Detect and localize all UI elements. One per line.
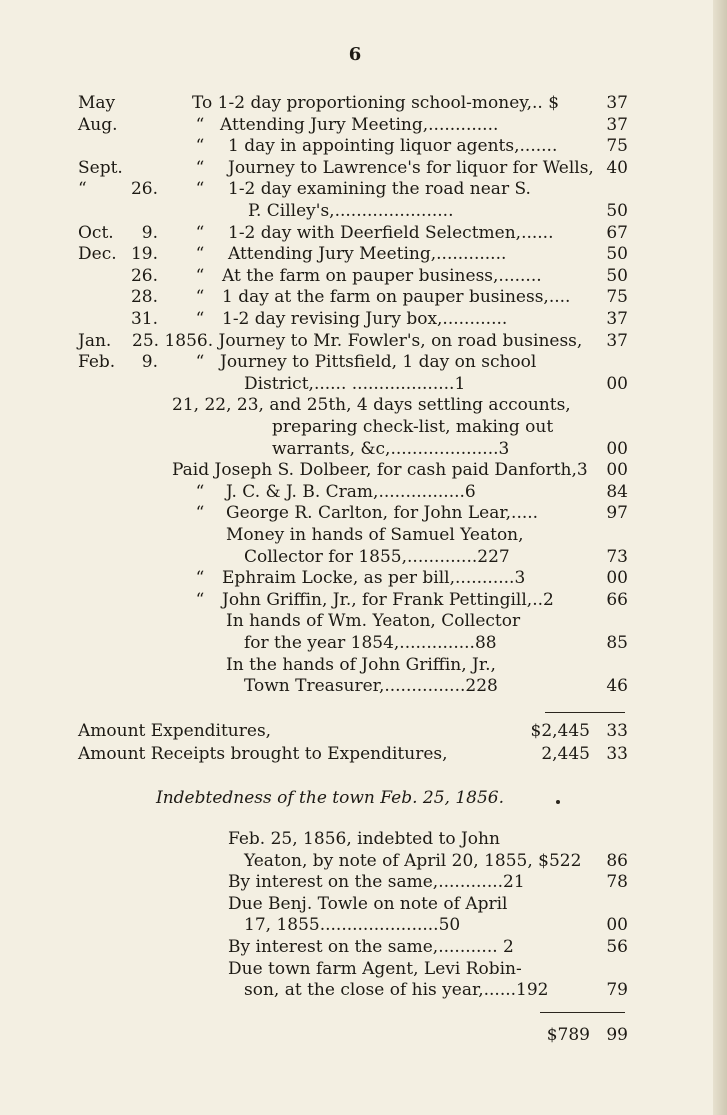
debt-row xyxy=(0,936,640,958)
entry-description: P. Cilley's,...................... xyxy=(248,201,454,221)
entry-amount: 00 xyxy=(606,568,628,589)
entry-amount: 75 xyxy=(606,136,628,157)
debt-description: Due Benj. Towle on note of April xyxy=(228,893,508,914)
entry-description: 1-2 day examining the road near S. xyxy=(228,179,531,200)
entry-description: In the hands of John Griffin, Jr., xyxy=(226,654,496,675)
entry-amount: 50 xyxy=(606,265,628,286)
debt-description: Feb. 25, 1856, indebted to John xyxy=(228,829,500,849)
total-cents: 33 xyxy=(606,721,628,741)
entry-description: 21, 22, 23, and 25th, 4 days settling accounts, xyxy=(172,395,571,416)
entry-amount: 67 xyxy=(606,222,628,243)
indebtedness-heading: Indebtedness of the town Feb. 25, 1856. xyxy=(156,788,504,808)
entry-description: Ephraim Locke, as per bill,...........3 xyxy=(222,568,526,589)
expense-row xyxy=(0,200,640,222)
entry-description: Journey to Pittsfield, 1 day on school xyxy=(220,352,537,373)
entry-amount: 37 xyxy=(606,93,628,113)
entry-description: J. C. & J. B. Cram,................6 xyxy=(226,481,476,502)
page-number: 6 xyxy=(348,44,362,65)
ditto-mark: “ xyxy=(195,481,205,502)
expense-row xyxy=(0,330,640,352)
entry-description: Paid Joseph S. Dolbeer, for cash paid Danforth,3 xyxy=(172,460,588,481)
entry-amount: 00 xyxy=(606,373,628,394)
debt-amount: 86 xyxy=(606,850,628,871)
entry-amount: 00 xyxy=(606,460,628,481)
expense-row xyxy=(0,222,640,244)
expense-row xyxy=(0,265,640,287)
ditto-mark: “ xyxy=(195,179,205,200)
entry-month: “ xyxy=(78,179,87,200)
debt-amount: 78 xyxy=(606,872,628,893)
entry-month: Aug. xyxy=(78,114,118,135)
entry-description: for the year 1854,..............88 xyxy=(244,633,497,653)
entry-day: 26. xyxy=(130,265,158,286)
expense-row xyxy=(0,546,640,568)
expense-row xyxy=(0,114,640,136)
entry-day: 19. xyxy=(130,244,158,265)
debt-row xyxy=(0,850,640,872)
entry-description: Attending Jury Meeting,............. xyxy=(228,244,507,265)
expense-row xyxy=(0,243,640,265)
entry-description: warrants, &c,....................3 xyxy=(272,438,510,459)
ditto-mark: “ xyxy=(195,589,205,610)
expense-row xyxy=(0,459,640,481)
entry-description: 1-2 day with Deerfield Selectmen,...... xyxy=(228,222,554,243)
grand-total-rule xyxy=(540,1012,625,1013)
expense-row xyxy=(0,92,640,114)
page-edge xyxy=(713,0,727,1115)
expense-row xyxy=(0,416,640,438)
entry-month: Dec. xyxy=(78,244,117,265)
debt-row xyxy=(0,871,640,893)
debt-row xyxy=(0,958,640,980)
debt-amount: 79 xyxy=(606,980,628,1001)
entry-description: George R. Carlton, for John Lear,..... xyxy=(226,503,539,524)
entry-description: Collector for 1855,.............227 xyxy=(244,546,510,567)
total-label: Amount Receipts brought to Expenditures, xyxy=(78,744,448,764)
expense-row xyxy=(0,157,640,179)
entry-month: Feb. xyxy=(78,352,116,373)
entry-month: Jan. xyxy=(78,330,112,351)
grand-total-row xyxy=(0,1024,640,1046)
entry-description: To 1-2 day proportioning school-money,.. $ xyxy=(192,93,560,113)
entry-amount: 50 xyxy=(606,244,628,265)
expense-row xyxy=(0,524,640,546)
ditto-mark: “ xyxy=(195,503,205,524)
ditto-mark: “ xyxy=(195,352,205,373)
entry-amount: 85 xyxy=(606,633,628,653)
entry-amount: 97 xyxy=(606,503,628,524)
total-dollars: 2,445 xyxy=(541,744,590,764)
entry-day: 28. xyxy=(130,287,158,308)
totals-rule xyxy=(545,712,625,713)
entry-amount: 37 xyxy=(606,114,628,135)
expense-row xyxy=(0,178,640,200)
entry-month: May xyxy=(78,93,116,113)
total-cents: 33 xyxy=(606,744,628,764)
entry-description: 1 day in appointing liquor agents,....... xyxy=(228,136,558,157)
entry-month: Oct. xyxy=(78,222,114,243)
expense-row xyxy=(0,610,640,632)
entry-amount: 73 xyxy=(606,546,628,567)
entry-amount: 84 xyxy=(606,481,628,502)
debt-description: Due town farm Agent, Levi Robin- xyxy=(228,958,522,979)
entry-amount: 00 xyxy=(606,438,628,459)
expense-row xyxy=(0,632,640,654)
total-row xyxy=(0,743,640,765)
ditto-mark: “ xyxy=(195,114,205,135)
entry-amount: 40 xyxy=(606,157,628,178)
entry-description: Attending Jury Meeting,............. xyxy=(220,114,499,135)
expense-row xyxy=(0,589,640,611)
grand-total-cents: 99 xyxy=(606,1025,628,1045)
ditto-mark: “ xyxy=(195,222,205,243)
entry-description: District,...... ...................1 xyxy=(244,373,466,394)
entry-amount: 37 xyxy=(606,330,628,351)
entry-amount: 75 xyxy=(606,287,628,308)
entry-description: Town Treasurer,...............228 xyxy=(244,676,498,697)
total-label: Amount Expenditures, xyxy=(78,721,272,741)
total-dollars: $2,445 xyxy=(530,721,590,741)
ditto-mark: “ xyxy=(195,287,205,308)
expense-row xyxy=(0,481,640,503)
debt-row xyxy=(0,893,640,915)
expense-row xyxy=(0,675,640,697)
debt-description: Yeaton, by note of April 20, 1855, $522 xyxy=(244,850,582,871)
debt-row xyxy=(0,914,640,936)
debt-description: By interest on the same,............21 xyxy=(228,872,525,893)
expense-row xyxy=(0,567,640,589)
ditto-mark: “ xyxy=(195,244,205,265)
entry-description: 1-2 day revising Jury box,............ xyxy=(222,309,508,329)
entry-description: In hands of Wm. Yeaton, Collector xyxy=(226,611,521,632)
expense-row xyxy=(0,502,640,524)
entry-description: At the farm on pauper business,........ xyxy=(222,265,542,286)
debt-row xyxy=(0,828,640,850)
expense-row xyxy=(0,394,640,416)
debt-amount: 00 xyxy=(606,915,628,936)
debt-amount: 56 xyxy=(606,937,628,957)
entry-amount: 37 xyxy=(606,309,628,329)
entry-description: 25. 1856. Journey to Mr. Fowler's, on road business, xyxy=(132,330,583,351)
entry-day: 9. xyxy=(141,352,158,373)
debt-description: 17, 1855......................50 xyxy=(244,915,461,936)
debt-description: son, at the close of his year,......192 xyxy=(244,980,549,1001)
debt-description: By interest on the same,........... 2 xyxy=(228,937,514,957)
total-row xyxy=(0,720,640,742)
entry-month: Sept. xyxy=(78,157,123,178)
entry-description: Money in hands of Samuel Yeaton, xyxy=(226,525,524,545)
entry-amount: 50 xyxy=(606,201,628,221)
ditto-mark: “ xyxy=(195,568,205,589)
ditto-mark: “ xyxy=(195,265,205,286)
entry-amount: 66 xyxy=(606,589,628,610)
debt-row xyxy=(0,979,640,1001)
entry-description: Journey to Lawrence's for liquor for Wells, xyxy=(228,157,594,178)
expense-row xyxy=(0,308,640,330)
entry-description: preparing check-list, making out xyxy=(272,417,554,437)
ditto-mark: “ xyxy=(195,157,205,178)
entry-day: 26. xyxy=(130,179,158,200)
expense-row xyxy=(0,654,640,676)
entry-day: 31. xyxy=(130,309,158,329)
ditto-mark: “ xyxy=(195,136,205,157)
entry-day: 9. xyxy=(141,222,158,243)
ditto-mark: “ xyxy=(195,309,205,329)
expense-row xyxy=(0,438,640,460)
entry-description: 1 day at the farm on pauper business,.... xyxy=(222,287,571,308)
entry-amount: 46 xyxy=(606,676,628,697)
expense-row xyxy=(0,135,640,157)
entry-description: John Griffin, Jr., for Frank Pettingill,..2 xyxy=(222,589,554,610)
ink-speck xyxy=(556,800,560,804)
expense-row xyxy=(0,351,640,373)
expense-row xyxy=(0,373,640,395)
grand-total-dollars: $789 xyxy=(546,1025,590,1045)
expense-row xyxy=(0,286,640,308)
